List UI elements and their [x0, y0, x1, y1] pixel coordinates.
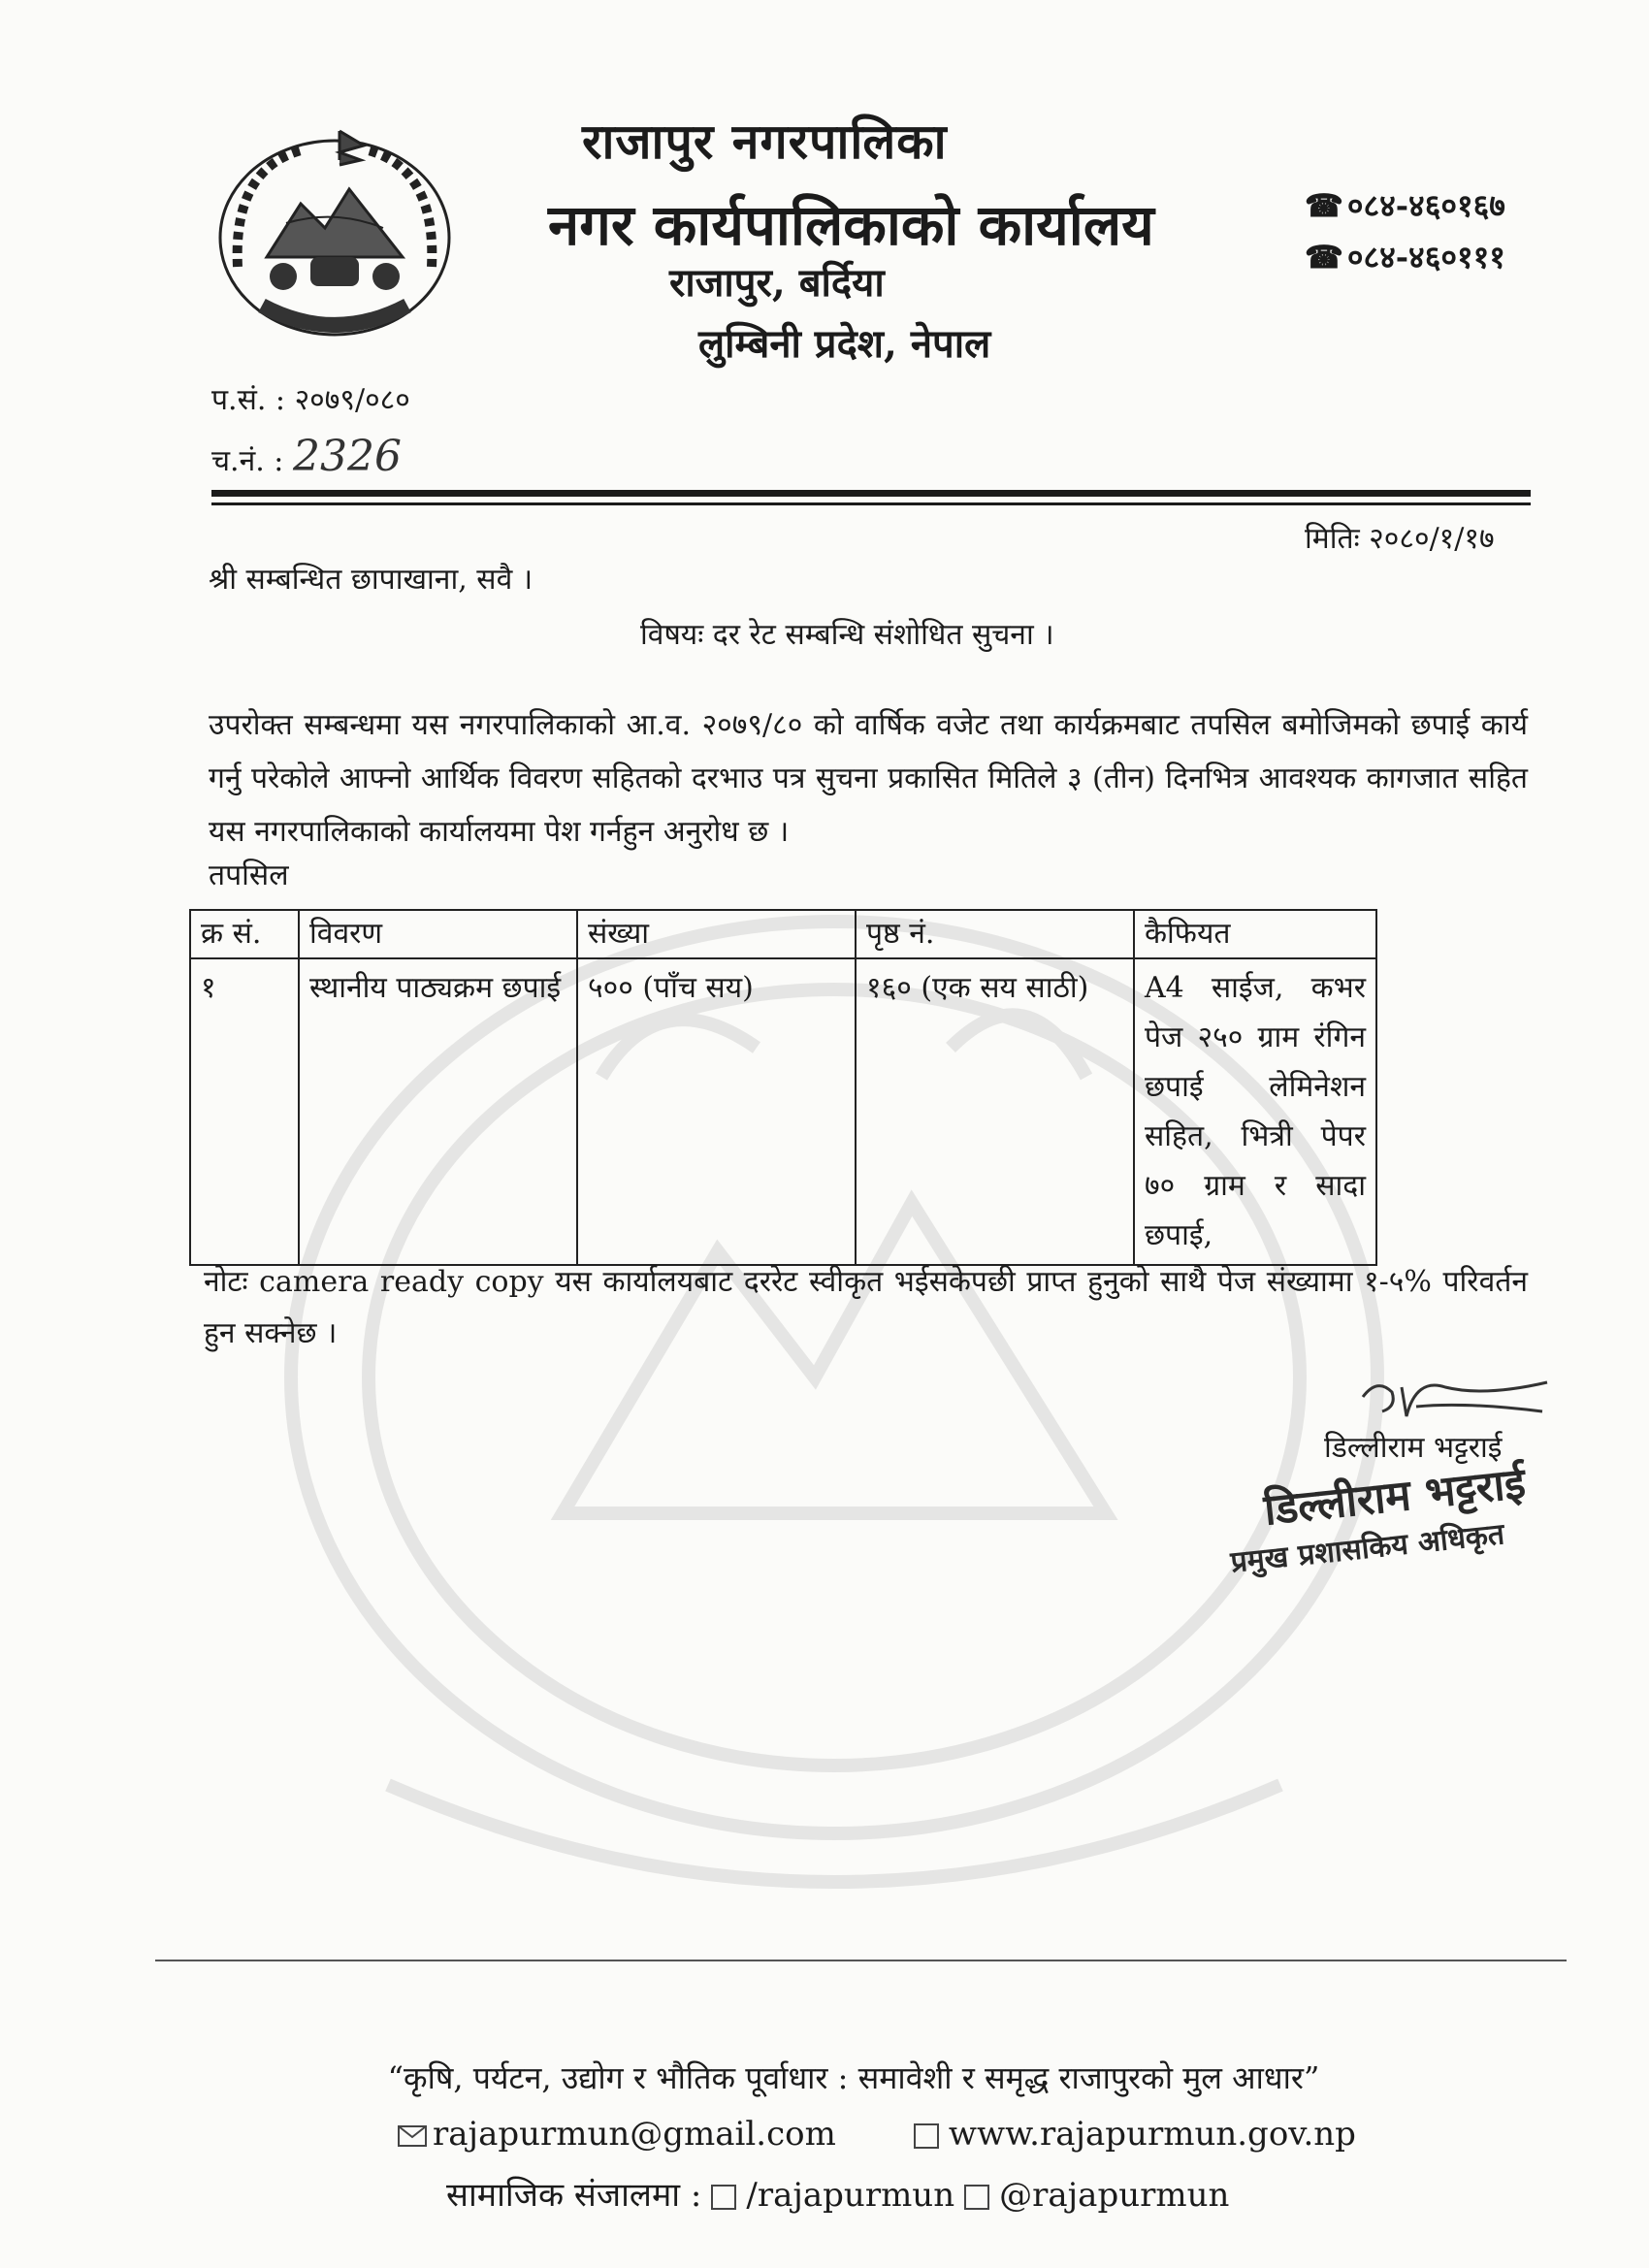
- social-label: सामाजिक संजालमा :: [446, 2176, 702, 2215]
- table-header-pages: पृष्ठ नं.: [856, 910, 1134, 958]
- phone-number-2: ०८४-४६०१११: [1346, 239, 1505, 275]
- mail-icon: [398, 2125, 427, 2147]
- dispatch-number-label: च.नं. :: [211, 444, 284, 478]
- addressee: श्री सम्बन्धित छापाखाना, सवै ।: [209, 563, 534, 597]
- table-cell-quantity: ५०० (पाँच सय): [577, 958, 856, 1265]
- table-header-row: [190, 910, 1376, 958]
- footer-contacts: [398, 2115, 1368, 2154]
- globe-icon: [914, 2123, 939, 2149]
- office-city: राजापुर, बर्दिया: [669, 260, 885, 306]
- office-province: लुम्बिनी प्रदेश, नेपाल: [698, 321, 991, 367]
- table-header-description: विवरण: [299, 910, 577, 958]
- footer-twitter[interactable]: @rajapurmun: [999, 2176, 1230, 2215]
- letter-date: मितिः २०८०/१/१७: [1305, 522, 1495, 556]
- signature-scribble-icon: [1358, 1358, 1552, 1426]
- phone-number-1: ०८४-४६०१६७: [1346, 187, 1505, 224]
- table-header-serial: क्र सं.: [190, 910, 299, 958]
- signatory-name: डिल्लीराम भट्टराई: [1324, 1431, 1503, 1465]
- phone-1: [1305, 184, 1505, 226]
- header-rule-thick: [211, 490, 1531, 497]
- phone-icon: ☎: [1305, 239, 1343, 275]
- header-rule-thin: [211, 502, 1531, 505]
- phone-icon: ☎: [1305, 187, 1343, 224]
- phone-2: [1305, 236, 1505, 277]
- footer-email[interactable]: rajapurmun@gmail.com: [433, 2115, 836, 2154]
- stamp-name: डिल्लीराम भट्टराई: [1261, 1458, 1529, 1536]
- details-table: [189, 909, 1377, 1266]
- footer-rule: [155, 1960, 1567, 1961]
- footer-social: [446, 2171, 1319, 2216]
- table-cell-remarks: A4 साईज, कभर पेज २५० ग्राम रंगिन छपाई लेमिनेशन सहित, भित्री पेपर ७० ग्राम र सादा छपाई,: [1134, 958, 1376, 1265]
- table-row: [190, 958, 1376, 1265]
- office-name: नगर कार्यपालिकाको कार्यालय: [548, 192, 1154, 258]
- emblem-icon: [194, 112, 475, 354]
- table-cell-pages: १६० (एक सय साठी): [856, 958, 1134, 1265]
- subject-line: विषयः दर रेट सम्बन्धि संशोधित सुचना ।: [640, 618, 1054, 652]
- stamp-title: प्रमुख प्रशासकिय अधिकृत: [1229, 1517, 1506, 1580]
- footer-motto: “कृषि, पर्यटन, उद्योग र भौतिक पूर्वाधार : समावेशी र समृद्ध राजापुरको मुल आधार”: [387, 2059, 1320, 2096]
- note-paragraph: नोटः camera ready copy यस कार्यालयबाट दररेट स्वीकृत भईसकेपछी प्राप्त हुनुको साथै पेज संख्यामा १-५% परिवर्तन हुन सक्नेछ ।: [204, 1265, 1528, 1350]
- facebook-icon: [711, 2185, 736, 2210]
- dispatch-number: [211, 432, 402, 481]
- footer-website[interactable]: www.rajapurmun.gov.np: [948, 2115, 1356, 2154]
- table-header-quantity: संख्या: [577, 910, 856, 958]
- dispatch-number-handwritten: 2326: [292, 432, 402, 481]
- details-label: तपसिल: [209, 859, 289, 892]
- footer-facebook[interactable]: /rajapurmun: [746, 2176, 955, 2215]
- table-cell-serial: १: [190, 958, 299, 1265]
- table-cell-description: स्थानीय पाठ्यक्रम छपाई: [299, 958, 577, 1265]
- reference-number: प.सं. : २०७९/०८०: [211, 383, 410, 417]
- twitter-icon: [964, 2185, 989, 2210]
- table-header-remarks: कैफियत: [1134, 910, 1376, 958]
- municipality-name: राजापुर नगरपालिका: [582, 113, 948, 170]
- body-paragraph: उपरोक्त सम्बन्धमा यस नगरपालिकाको आ.व. २०७९/८० को वार्षिक वजेट तथा कार्यक्रमबाट तपसिल बमोजिमको छपाई कार्य गर्नु परेकोले आफ्नो आर्थिक विवरण सहितको दरभाउ पत्र सुचना प्रकासित मितिले ३ (तीन) दिनभित्र आवश्यक कागजात सहित यस नगरपालिकाको कार्यालयमा पेश गर्नहुन अनुरोध छ ।: [209, 708, 1528, 849]
